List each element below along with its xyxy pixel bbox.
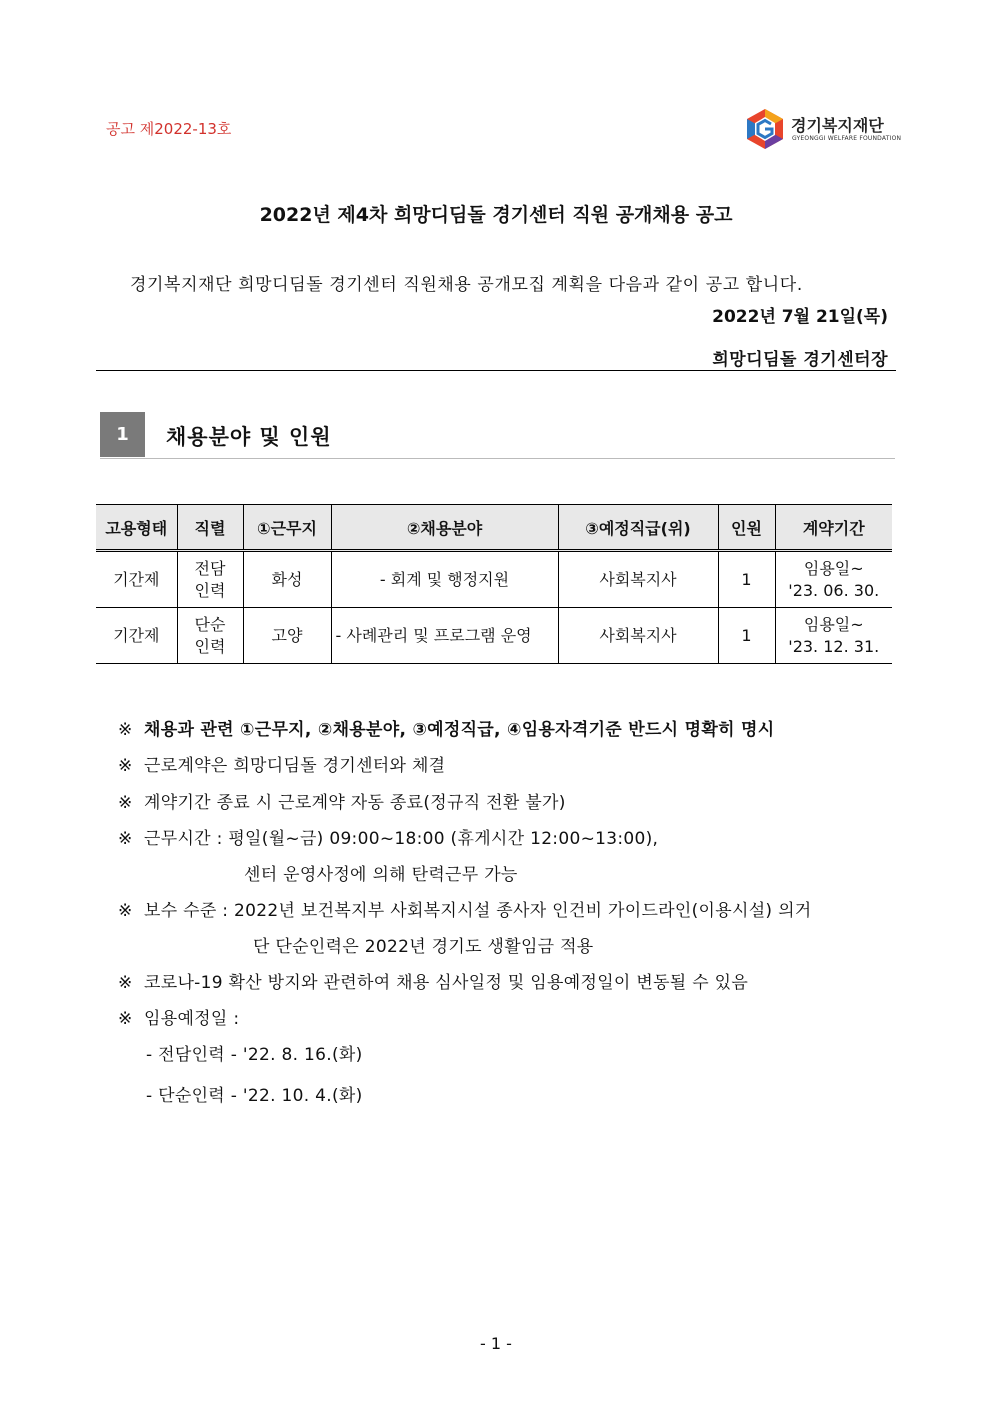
logo-subtitle: GYEONGGI WELFARE FOUNDATION	[792, 135, 902, 142]
cell-workplace: 화성	[243, 551, 331, 608]
note-mark: ※	[118, 793, 133, 813]
notice-number: 공고 제2022-13호	[106, 120, 232, 138]
note-item	[118, 751, 445, 776]
note-text: 코로나-19 확산 방지와 관련하여 채용 심사일정 및 임용예정일이 변동될 수 있음	[144, 973, 749, 993]
note-mark: ※	[118, 901, 133, 921]
note-item	[118, 824, 658, 849]
header-field: ②채용분야	[331, 505, 558, 551]
note-item	[118, 715, 774, 740]
cell-employment-type: 기간제	[96, 551, 177, 608]
section-divider	[100, 458, 895, 459]
header-contract-period: 계약기간	[775, 505, 892, 551]
note-item	[118, 968, 748, 993]
note-text: 근로계약은 희망디딤돌 경기센터와 체결	[144, 756, 446, 776]
table-row	[96, 608, 892, 664]
header-workplace: ①근무지	[243, 505, 331, 551]
note-text: 보수 수준 : 2022년 보건복지부 사회복지시설 종사자 인건비 가이드라인(이용시설) 의거	[144, 901, 812, 921]
section-number: 1	[100, 412, 145, 457]
cell-employment-type: 기간제	[96, 608, 177, 664]
appointment-date-item: - 전담인력 - '22. 8. 16.(화)	[146, 1045, 363, 1065]
table-row	[96, 551, 892, 608]
note-text: 근무시간 : 평일(월~금) 09:00~18:00 (휴게시간 12:00~13:00),	[144, 829, 659, 849]
note-text: 채용과 관련 ①근무지, ②채용분야, ③예정직급, ④임용자격기준 반드시 명확히 명시	[144, 720, 775, 740]
foundation-logo	[745, 107, 902, 151]
page-number: - 1 -	[480, 1334, 512, 1353]
cell-field: - 사례관리 및 프로그램 운영	[331, 608, 558, 664]
header-employment-type: 고용형태	[96, 505, 177, 551]
note-item	[118, 788, 566, 813]
cell-job-series: 단순 인력	[177, 608, 243, 664]
note-continuation: 센터 운영사정에 의해 탄력근무 가능	[244, 865, 518, 885]
note-mark: ※	[118, 1009, 133, 1029]
header-headcount: 인원	[718, 505, 775, 551]
cell-grade: 사회복지사	[558, 551, 718, 608]
cell-workplace: 고양	[243, 608, 331, 664]
table-header-row	[96, 505, 892, 551]
header-grade: ③예정직급(위)	[558, 505, 718, 551]
intro-text: 경기복지재단 희망디딤돌 경기센터 직원채용 공개모집 계획을 다음과 같이 공고 합니다.	[130, 275, 803, 295]
header-job-series: 직렬	[177, 505, 243, 551]
cell-headcount: 1	[718, 608, 775, 664]
divider	[96, 370, 896, 371]
document-title: 2022년 제4차 희망디딤돌 경기센터 직원 공개채용 공고	[259, 204, 733, 226]
cell-grade: 사회복지사	[558, 608, 718, 664]
note-text: 계약기간 종료 시 근로계약 자동 종료(정규직 전환 불가)	[144, 793, 566, 813]
cell-contract-period: 임용일~ '23. 12. 31.	[775, 608, 892, 664]
recruitment-table	[96, 504, 892, 664]
note-continuation: 단 단순인력은 2022년 경기도 생활임금 적용	[253, 937, 594, 957]
note-mark: ※	[118, 720, 133, 740]
signer: 희망디딤돌 경기센터장	[712, 350, 888, 370]
logo-name: 경기복지재단	[791, 116, 884, 135]
note-mark: ※	[118, 756, 133, 776]
note-mark: ※	[118, 973, 133, 993]
note-mark: ※	[118, 829, 133, 849]
cell-headcount: 1	[718, 551, 775, 608]
cell-job-series: 전담 인력	[177, 551, 243, 608]
note-text: 임용예정일 :	[144, 1009, 240, 1029]
cell-contract-period: 임용일~ '23. 06. 30.	[775, 551, 892, 608]
note-item	[118, 1004, 239, 1029]
foundation-logo-icon	[745, 107, 785, 151]
cell-field: - 회계 및 행정지원	[331, 551, 558, 608]
note-item	[118, 896, 812, 921]
appointment-date-item: - 단순인력 - '22. 10. 4.(화)	[146, 1086, 363, 1106]
section-title: 채용분야 및 인원	[166, 425, 332, 449]
announcement-date: 2022년 7월 21일(목)	[712, 307, 888, 327]
